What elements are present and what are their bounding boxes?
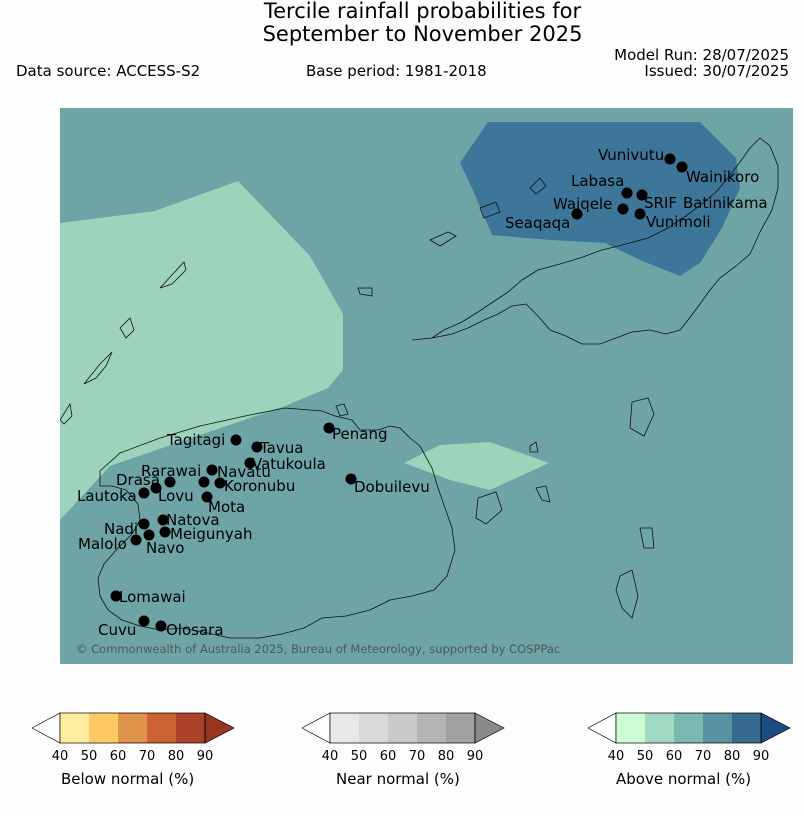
station-label: SRIF [644,194,677,212]
map-title [0,0,804,46]
station-label: Malolo [78,535,127,553]
tick-label: 40 [321,749,339,762]
title-line-2: September to November 2025 [262,22,583,46]
station-label: Meigunyah [170,525,253,543]
tick-label: 60 [109,749,127,762]
station-label: Nadi [104,520,139,538]
data-source: Data source: ACCESS-S2 [16,62,201,80]
station-dot-waiqele [618,204,629,215]
station-dot-nadi [139,519,150,530]
title-line-1: Tercile rainfall probabilities for [263,0,582,23]
station-dot-olosara [156,621,167,632]
station-label: Wainikoro [686,168,760,186]
station-label: Vunivutu [598,146,665,164]
colorbar-near-normal-svg [302,712,506,762]
station-dot-rarawai [207,465,218,476]
tick-label: 90 [752,749,770,762]
station-label: Mota [208,498,246,516]
colorbar-above-normal [588,712,792,762]
station-label: Vunimoli [646,213,711,231]
station-label: Vatukoula [252,455,326,473]
station-dot-vunivutu [665,154,676,165]
station-label: Penang [332,425,388,443]
station-dot-lautoka [139,488,150,499]
issued-date: Issued: 30/07/2025 [644,62,789,80]
tick-label: 40 [607,749,625,762]
station-label: Labasa [571,172,625,190]
tick-label: 50 [80,749,98,762]
colorbar-label-above-normal: Above normal (%) [616,770,752,788]
station-label: Lovu [158,487,194,505]
station-label: Dobuilevu [354,478,430,496]
colorbar-label-below-normal: Below normal (%) [61,770,195,788]
tick-label: 80 [167,749,185,762]
tick-label: 90 [466,749,484,762]
colorbar-below-normal-svg [32,712,236,762]
copyright-notice: © Commonwealth of Australia 2025, Bureau of Meteorology, supported by COSPPac [76,642,561,656]
tick-label: 50 [350,749,368,762]
tick-label: 50 [636,749,654,762]
station-dot-cuvu [139,616,150,627]
tick-label: 80 [437,749,455,762]
station-label: Tagitagi [167,431,226,449]
station-label: Waiqele [553,195,613,213]
station-label: Koronubu [224,477,296,495]
model-run: Model Run: 28/07/2025 [614,46,789,64]
station-label: Lautoka [77,487,137,505]
colorbar-near-normal [302,712,506,762]
station-label: Batinikama [683,194,768,212]
probability-map [60,108,793,664]
station-label: Olosara [166,621,224,639]
colorbar-label-near-normal: Near normal (%) [336,770,460,788]
station-label: Tavua [260,439,304,457]
colorbar-above-normal-svg [588,712,792,762]
tick-label: 40 [51,749,69,762]
base-period: Base period: 1981-2018 [306,62,487,80]
tick-label: 80 [723,749,741,762]
station-label: Seaqaqa [505,214,571,232]
station-label: Lomawai [119,588,186,606]
colorbar-below-normal [32,712,236,762]
station-label: Navatu [217,463,271,481]
tick-label: 70 [694,749,712,762]
tick-label: 60 [665,749,683,762]
station-dot-tagitagi [231,435,242,446]
station-label: Navo [146,539,185,557]
station-label: Natova [166,511,220,529]
tick-label: 60 [379,749,397,762]
tick-label: 90 [196,749,214,762]
station-label: Cuvu [98,621,137,639]
station-label: Drasa [116,471,160,489]
tick-label: 70 [408,749,426,762]
station-label: Rarawai [141,462,202,480]
tick-label: 70 [138,749,156,762]
